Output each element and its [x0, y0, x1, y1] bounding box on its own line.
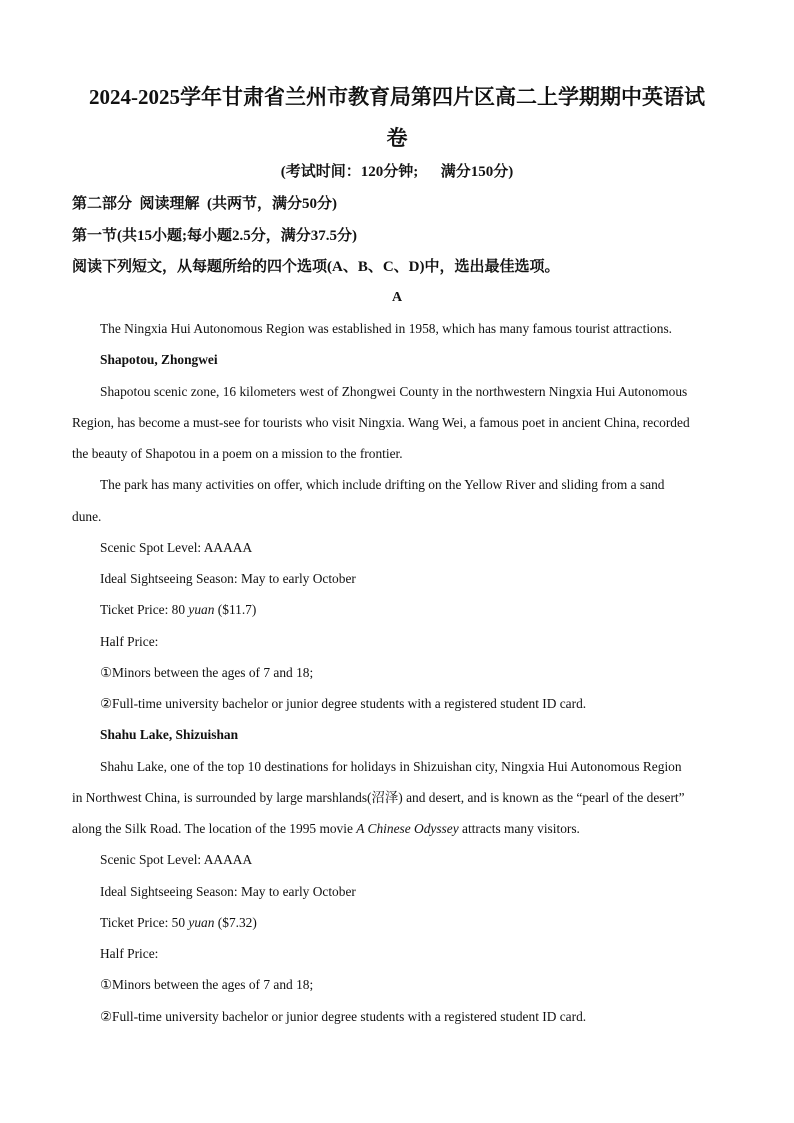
- exam-title-line1: 2024-2025学年甘肃省兰州市教育局第四片区高二上学期期中英语试: [89, 85, 705, 109]
- place2-ticket-price: [100, 914, 257, 932]
- part-heading: 第二部分 阅读理解 (共两节，满分50分): [72, 196, 337, 212]
- section-heading: 第一节(共15小题;每小题2.5分，满分37.5分): [72, 228, 357, 244]
- place2-para1-line3: [72, 820, 580, 838]
- place2-level: Scenic Spot Level: AAAAA: [100, 852, 253, 867]
- place2-ticket-prefix: Ticket Price: 50: [100, 915, 189, 930]
- place2-movie-title: A Chinese Odyssey: [356, 821, 459, 836]
- exam-title-line2: 卷: [386, 126, 408, 150]
- place2-half-price-item1: ①Minors between the ages of 7 and 18;: [100, 977, 314, 992]
- place2-ticket-currency: yuan: [188, 915, 215, 930]
- place1-ticket-currency: yuan: [188, 602, 215, 617]
- place1-half-price-item1: ①Minors between the ages of 7 and 18;: [100, 665, 314, 680]
- place2-half-price: Half Price:: [100, 946, 159, 961]
- place2-season: Ideal Sightseeing Season: May to early October: [100, 884, 356, 899]
- place1-para1-line2: Region, has become a must-see for tourists who visit Ningxia. Wang Wei, a famous poet in ancient China, recorded: [72, 415, 690, 430]
- place1-ticket-price: [100, 601, 256, 619]
- place1-ticket-prefix: Ticket Price: 80: [100, 602, 189, 617]
- place1-para2-line1: The park has many activities on offer, which include drifting on the Yellow River and sliding from a sand: [100, 477, 665, 492]
- place1-half-price-item2: ②Full-time university bachelor or junior degree students with a registered student ID card.: [100, 696, 587, 711]
- place2-para1-line2: in Northwest China, is surrounded by large marshlands(沼泽) and desert, and is known as the “pearl of the desert”: [72, 790, 685, 805]
- place1-season: Ideal Sightseeing Season: May to early October: [100, 571, 356, 586]
- place1-para1-line3: the beauty of Shapotou in a poem on a mission to the frontier.: [72, 446, 403, 461]
- place1-para2-line2: dune.: [72, 509, 102, 524]
- place1-level: Scenic Spot Level: AAAAA: [100, 540, 253, 555]
- place2-half-price-item2: ②Full-time university bachelor or junior degree students with a registered student ID card.: [100, 1009, 587, 1024]
- place2-heading: Shahu Lake, Shizuishan: [100, 727, 239, 742]
- place2-para1-line1: Shahu Lake, one of the top 10 destinations for holidays in Shizuishan city, Ningxia Hui Autonomous Region: [100, 759, 682, 774]
- place2-line3-suffix: attracts many visitors.: [458, 821, 580, 836]
- exam-info: (考试时间：120分钟; 满分150分): [280, 164, 514, 180]
- place1-heading: Shapotou, Zhongwei: [100, 352, 218, 367]
- place2-ticket-suffix: ($7.32): [214, 915, 257, 930]
- place2-line3-prefix: along the Silk Road. The location of the 1995 movie: [72, 821, 357, 836]
- passage-label: A: [391, 290, 403, 305]
- intro-paragraph: The Ningxia Hui Autonomous Region was established in 1958, which has many famous tourist attractions.: [100, 321, 672, 336]
- place1-half-price: Half Price:: [100, 634, 159, 649]
- instructions: 阅读下列短文，从每题所给的四个选项(A、B、C、D)中，选出最佳选项。: [72, 259, 560, 275]
- place1-ticket-suffix: ($11.7): [214, 602, 257, 617]
- place1-para1-line1: Shapotou scenic zone, 16 kilometers west of Zhongwei County in the northwestern Ningxia Hui Autonomous: [100, 384, 688, 399]
